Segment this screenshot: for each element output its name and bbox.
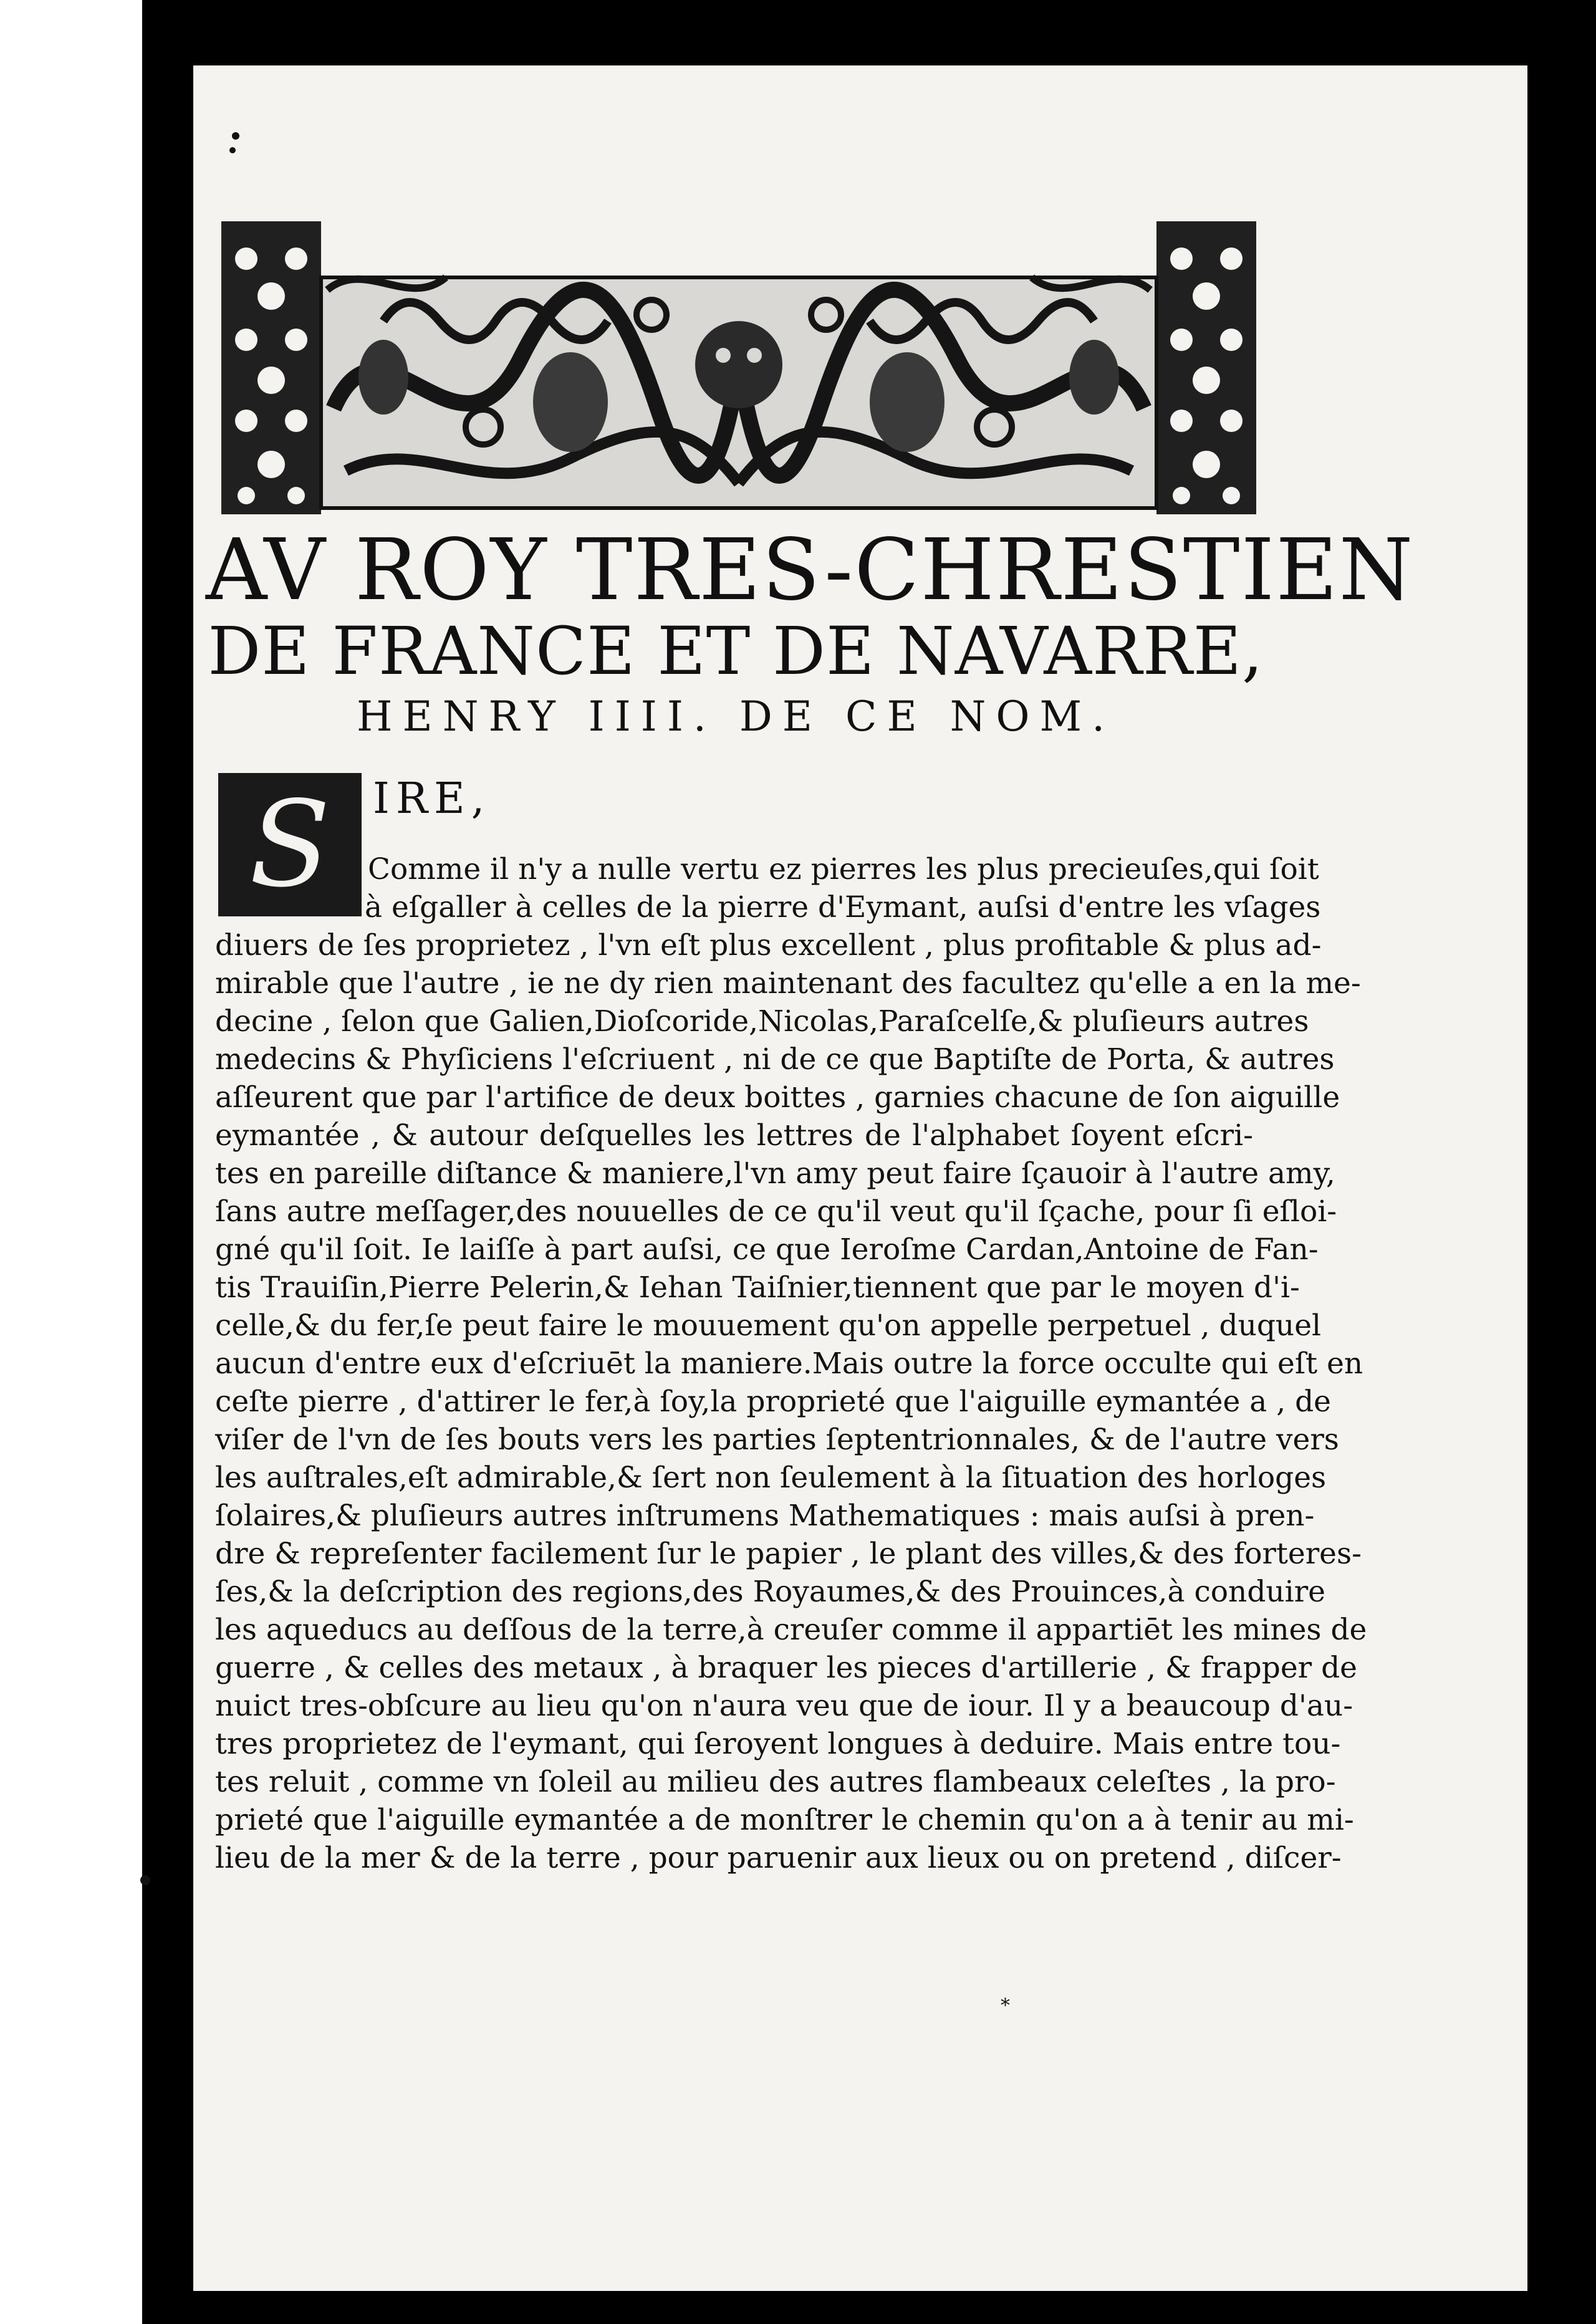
text-line: aſſeurent que par l'artifice de deux boittes , garnies chacune de ſon aiguille (215, 1080, 1340, 1115)
salutation-text: IRE, (373, 774, 491, 823)
text-line: prieté que l'aiguille eymantée a de monſtrer le chemin qu'on a à tenir au mi- (215, 1803, 1354, 1837)
signature-mark: * (1001, 1995, 1010, 2017)
text-line: mirable que l'autre , ie ne dy rien maintenant des facultez qu'elle a en la me- (215, 966, 1361, 1001)
text-line: ſans autre meſſager,des nouuelles de ce qu'il veut qu'il ſçache, pour ſi eſloi- (215, 1194, 1337, 1229)
dedication-subtitle: DE FRANCE ET DE NAVARRE, (208, 613, 1264, 689)
text-line: dre & repreſenter facilement ſur le papier , le plant des villes,& des forteres- (215, 1537, 1362, 1571)
text-line: ſes,& la deſcription des regions,des Royaumes,& des Prouinces,à conduire (215, 1575, 1325, 1609)
dedication-king-name: HENRY IIII. DE CE NOM. (356, 693, 1115, 741)
text-line: decine , ſelon que Galien,Dioſcoride,Nicolas,Paraſcelſe,& pluſieurs autres (215, 1004, 1309, 1039)
text-line: aucun d'entre eux d'eſcriuēt la maniere.Mais outre la force occulte qui eſt en (215, 1347, 1363, 1381)
text-line: gné qu'il ſoit. Ie laiſſe à part auſsi, ce que Ieroſme Cardan,Antoine de Fan- (215, 1232, 1319, 1267)
ornamental-initial: S (218, 773, 362, 916)
text-line: tes reluit , comme vn ſoleil au milieu des autres flambeaux celeſtes , la pro- (215, 1765, 1336, 1799)
text-line: diuers de ſes proprietez , l'vn eſt plus excellent , plus profitable & plus ad- (215, 928, 1322, 963)
text-line: Comme il n'y a nulle vertu ez pierres les plus precieuſes,qui ſoit (368, 852, 1319, 886)
text-line: nuict tres-obſcure au lieu qu'on n'aura veu que de iour. Il y a beaucoup d'au- (215, 1689, 1353, 1723)
text-line: à eſgaller à celles de la pierre d'Eymant, auſsi d'entre les vſages (365, 890, 1321, 924)
text-line: tis Trauiſin,Pierre Pelerin,& Iehan Taiſnier,tiennent que par le moyen d'i- (215, 1270, 1300, 1305)
text-line: medecins & Phyſiciens l'eſcriuent , ni de ce que Baptiſte de Porta, & autres (215, 1042, 1335, 1077)
text-line: viſer de l'vn de ſes bouts vers les parties ſeptentrionnales, & de l'autre vers (215, 1423, 1339, 1457)
text-line: ceſte pierre , d'attirer le fer,à ſoy,la proprieté que l'aiguille eymantée a , de (215, 1385, 1331, 1419)
text-line: tes en pareille diſtance & maniere,l'vn amy peut faire ſçauoir à l'autre amy, (215, 1156, 1335, 1191)
dedication-title: AV ROY TRES-CHRESTIEN (206, 521, 1415, 620)
text-line: guerre , & celles des metaux , à braquer les pieces d'artillerie , & frapper de (215, 1651, 1357, 1685)
text-line: celle,& du fer,ſe peut faire le mouuement qu'on appelle perpetuel , duquel (215, 1308, 1322, 1343)
text-line: ſolaires,& pluſieurs autres inſtrumens Mathematiques : mais auſsi à pren- (215, 1499, 1315, 1533)
text-line: les auſtrales,eſt admirable,& ſert non ſeulement à la ſituation des horloges (215, 1461, 1327, 1495)
text-line: eymantée , & autour deſquelles les lettres de l'alphabet ſoyent eſcri- (215, 1118, 1253, 1153)
text-line: lieu de la mer & de la terre , pour paruenir aux lieux ou on pretend , diſcer- (215, 1841, 1342, 1875)
text-line: les aqueducs au deſſous de la terre,à creuſer comme il appartiēt les mines de (215, 1613, 1367, 1647)
text-line: tres proprietez de l'eymant, qui ſeroyent longues à deduire. Mais entre tou- (215, 1727, 1341, 1761)
